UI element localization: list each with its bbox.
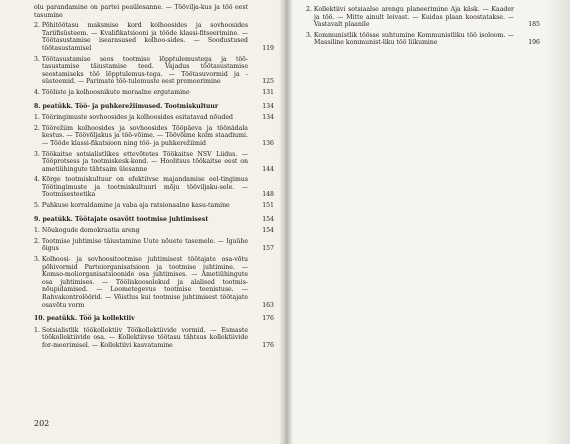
toc-page-number: 185 xyxy=(528,21,540,29)
toc-entry xyxy=(34,256,274,309)
toc-entry xyxy=(34,238,274,253)
toc-entry-title: Kollektiivi sotsiaalse arengu planeerimine Aja käsk. — Kaader ja töö. — Mitte ainult leivast. — Kuidas plaan koostatakse. — Vastavalt plaanile xyxy=(313,6,514,29)
toc-entry xyxy=(34,22,274,52)
toc-entry-title: Tööringimuste sovhoosides ja kolhoosides esitatavad nõuded xyxy=(41,114,233,122)
toc-entry-text xyxy=(34,22,248,52)
toc-entry-number: 2. xyxy=(306,6,312,13)
toc-page-number: 154 xyxy=(262,227,274,235)
toc-entry xyxy=(34,227,274,235)
toc-page-number: 125 xyxy=(262,78,274,86)
toc-entry-text xyxy=(34,227,248,235)
toc-entry-title: Tootmise juhtimise täiustamine Uute nõuete tasemele. — Igaühe õigus xyxy=(41,237,248,253)
toc-page-number: 196 xyxy=(528,39,540,47)
toc-page-number: 144 xyxy=(262,165,274,173)
toc-entry-title: Kolhoosi- ja sovhoositootmise juhtimisest töötajate osa-võtu põhivormid Parteiorganisatsioon ja tootmise juhtimine. — Komso-moliorganisatsioonide osa juhtimises. — Ametiühingute osa juhtimises. — Tööliskoosolekud ja alalised tootmis-nõupidamised. — Loometegevus tootmise teenistuse. — Rahvakontrolöörid. — Võistlus kui tootmise juhtimisest töötajate osavõtu vorm xyxy=(41,256,248,309)
toc-page-number: 131 xyxy=(262,88,274,96)
toc-entry-number: 3. xyxy=(34,256,40,264)
toc-entry xyxy=(34,327,274,350)
toc-entry-text xyxy=(306,6,514,29)
toc-entry-number: 5. xyxy=(34,202,40,210)
toc-page-number: 176 xyxy=(262,315,274,323)
right-toc-list xyxy=(306,6,540,47)
toc-entry-number: 1. xyxy=(34,326,40,334)
toc-entry-number: 9. xyxy=(34,215,41,223)
toc-entry-title: peatükk. Töö ja kollektiiv xyxy=(46,315,135,323)
toc-entry-number: 2. xyxy=(34,124,40,132)
toc-entry xyxy=(34,114,274,122)
toc-entry-text xyxy=(34,88,248,97)
toc-entry-title: Töörežiim kolhoosides ja sovhoosides Tööpäeva ja töönädala kestus. — Töövõljakus ja töö-võime. — Töövõime kolm staadiumi. — Tööde klassi-fikatsioon ning töö- ja puhkerežiimid xyxy=(41,124,248,147)
toc-entry-number: 2. xyxy=(34,22,40,30)
toc-entry-text xyxy=(34,114,248,122)
toc-entry-title: Sotsialistlik töökollektiiv Töökollektiivide vormid. — Esmaste töökollektiivide osa. — Kollektiivse töötasu tähtsus kollektiivide for-meerimisel. — Kollektiivi kasvatamine xyxy=(41,326,248,349)
toc-entry xyxy=(34,89,274,97)
toc-entry xyxy=(34,176,274,199)
toc-entry xyxy=(34,202,274,210)
toc-entry-text xyxy=(34,4,248,19)
right-page xyxy=(286,0,570,444)
toc-entry-number: 3. xyxy=(34,55,40,63)
toc-entry-title: Tööliste ja kolhoosnikute moraalne ergutamine xyxy=(41,88,190,96)
toc-entry-number: 1. xyxy=(34,114,40,122)
toc-entry xyxy=(306,32,540,47)
toc-entry xyxy=(34,4,274,19)
toc-entry-title: peatükk. Töö- ja puhkerežiimused. Tootmiskultuur xyxy=(42,102,219,110)
toc-entry-text xyxy=(306,31,514,47)
toc-entry-title: Põhitöötasu maksmise kord kolhoosides ja sovhoosides Tariifisüsteem. — Kvalifikatsiooni ja tööde klassi-fitseerimine. — Töötasustamise isearasused kolhoo-sides. — Soodustused töötasustamisel xyxy=(41,22,248,52)
toc-page-number: 176 xyxy=(262,341,274,349)
toc-entry-text xyxy=(34,103,248,111)
toc-entry xyxy=(34,56,274,86)
toc-page-number: 148 xyxy=(262,191,274,199)
toc-entry-title: Puhkuse korraldamine ja vaba aja ratsionaalne kasu-tamine xyxy=(41,202,230,210)
toc-entry xyxy=(34,151,274,174)
toc-entry-title: Kõrge tootmiskultuur on efektiivse majandamise eel-tingimus Töötingimuste ja tootmiskultuuri mõju tööviljaku-sele. — Tootmisesteetika xyxy=(41,176,248,199)
toc-entry xyxy=(306,6,540,29)
toc-entry-number: 8. xyxy=(34,102,41,110)
toc-entry-text xyxy=(34,150,248,174)
toc-entry-text xyxy=(34,124,248,148)
toc-page-number: 134 xyxy=(262,102,274,110)
toc-entry-number: 4. xyxy=(34,88,40,96)
toc-page-number: 157 xyxy=(262,245,274,253)
toc-entry-text xyxy=(34,237,248,253)
toc-entry-text xyxy=(34,326,248,350)
toc-entry-number: 4. xyxy=(34,176,40,184)
toc-entry-number: 10. xyxy=(34,315,45,323)
toc-entry-text xyxy=(34,216,248,224)
toc-page-number: 151 xyxy=(262,202,274,210)
toc-entry-text xyxy=(34,256,248,309)
toc-entry-text xyxy=(34,202,248,210)
toc-page-number: 163 xyxy=(262,301,274,309)
toc-entry-title: Kommunistlik töösse suhtumine Kommunistliku töö isoloom. — Massiline kommunist-liku töö liikumine xyxy=(313,31,514,47)
toc-chapter-entry xyxy=(34,103,274,111)
toc-entry-number: 2. xyxy=(34,237,40,245)
toc-entry-number: 3. xyxy=(306,31,312,39)
toc-page-number: 119 xyxy=(262,44,274,52)
toc-entry-title: Töötasustamise seos tootmise lõpptulemustega ja töö-tasustamise täiustamise teed. Vajadus töötasustamise seostamiseks töö lõpptulemus-tega. — Töötasuvormid ja -süsteemid. — Parimate töö-tulemuste eest premeerimine xyxy=(41,55,248,86)
toc-entry-text xyxy=(34,315,248,323)
toc-entry-text xyxy=(34,176,248,199)
toc-page-number: 154 xyxy=(262,215,274,223)
toc-chapter-entry xyxy=(34,216,274,224)
left-toc-list xyxy=(34,4,274,350)
toc-entry-number: 1. xyxy=(34,227,40,235)
toc-entry-number: 3. xyxy=(34,150,40,158)
toc-entry-title: Nõukogude demokraatia areng xyxy=(41,227,140,235)
toc-entry-title: peatükk. Töötajate osavõtt tootmise juhtimisest xyxy=(42,215,209,223)
page-number: 202 xyxy=(34,419,50,428)
toc-entry-title: olu parandamine on partei peaülesanne. — Töövilja-kus ja töö eest tasumine xyxy=(34,4,248,19)
toc-entry xyxy=(34,125,274,148)
toc-page-number: 134 xyxy=(262,114,274,122)
toc-entry-title: Töökaitse sotsialistlikes ettevõtetes Töökaitse NSV Liidus. — Tööprotsess ja tootmiskesk-kond. — Hoolitsus töökaitse eest on ametiühingute tähtsaim ülesanne xyxy=(41,150,248,173)
toc-entry-text xyxy=(34,55,248,86)
toc-chapter-entry xyxy=(34,315,274,323)
toc-page-number: 136 xyxy=(262,139,274,147)
